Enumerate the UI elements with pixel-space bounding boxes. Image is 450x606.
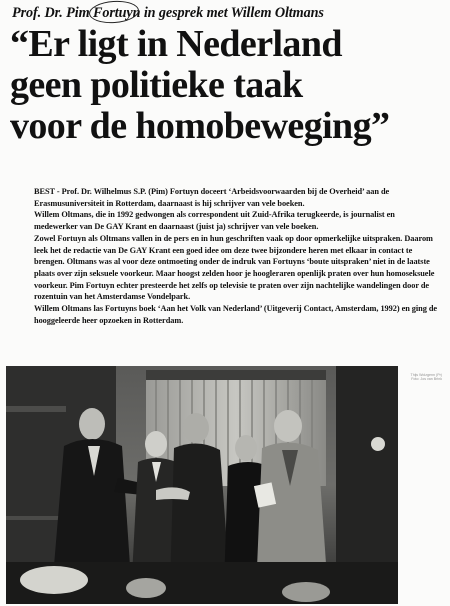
article-body (34, 186, 439, 326)
article-kicker (12, 4, 442, 22)
kicker-lead: Prof. Dr. Pim (12, 5, 93, 21)
body-paragraph-2: Willem Oltmans, die in 1992 gedwongen als correspondent uit Zuid-Afrika terugkeerde, is journalist en medewerker van De GAY Krant en daarnaast (juist ja) schrijver van vele boeken. (34, 210, 395, 232)
headline-line-2: geen politieke taak (10, 64, 303, 106)
pen-circle-mark (88, 0, 139, 25)
headline (10, 24, 445, 147)
photo-credit-line-1: Thijs Wolzgenn (Pr) (410, 373, 442, 377)
body-paragraph-4: Willem Oltmans las Fortuyns boek ‘Aan het Volk van Nederland’ (Uitgeverij Contact, Amsterdam, 1992) en ging de hooggeleerde heer opzoeken in Rotterdam. (34, 304, 438, 325)
body-paragraph-1: BEST - Prof. Dr. Wilhelmus S.P. (Pim) Fortuyn doceert ‘Arbeidsvoorwaarden bij de Overheid’ aan de Erasmusuniversiteit in Rotterdam, daarnaast is hij schrijver van vele boeken. (34, 187, 390, 208)
circled-name (93, 4, 140, 22)
photo-illustration (6, 366, 398, 604)
headline-line-1: “Er ligt in Nederland (10, 23, 342, 65)
kicker-tail: in gesprek met Willem Oltmans (140, 5, 324, 21)
headline-line-3: voor de homobeweging” (10, 105, 390, 147)
article-photo (6, 366, 398, 604)
body-paragraph-3: Zowel Fortuyn als Oltmans vallen in de pers en in hun geschriften vaak op door opmerkelijke uitspraken. Daarom leek het de redactie van De GAY Krant een goed idee om deze twee bijzondere heren met elkaar in contact te brengen. Oltmans was al voor deze ontmoeting onder de indruk van Fortuyns ‘boute uitspraken’ niet in de laatste plaats over zijn seksuele voorkeur. Maar hoogst zelden hoor je hoogleraren openlijk praten over hun homoseksuele voorkeur. Pim Fortuyn echter presteerde het zelfs op televisie te praten over zijn nachtelijke wandelingen door de rozentuin van het Amsterdamse Vondelpark. (34, 233, 435, 302)
photo-credit (382, 373, 442, 382)
kicker-name: Fortuyn (92, 5, 141, 21)
photo-credit-line-2: Foto: Jos van Brink (411, 377, 442, 382)
